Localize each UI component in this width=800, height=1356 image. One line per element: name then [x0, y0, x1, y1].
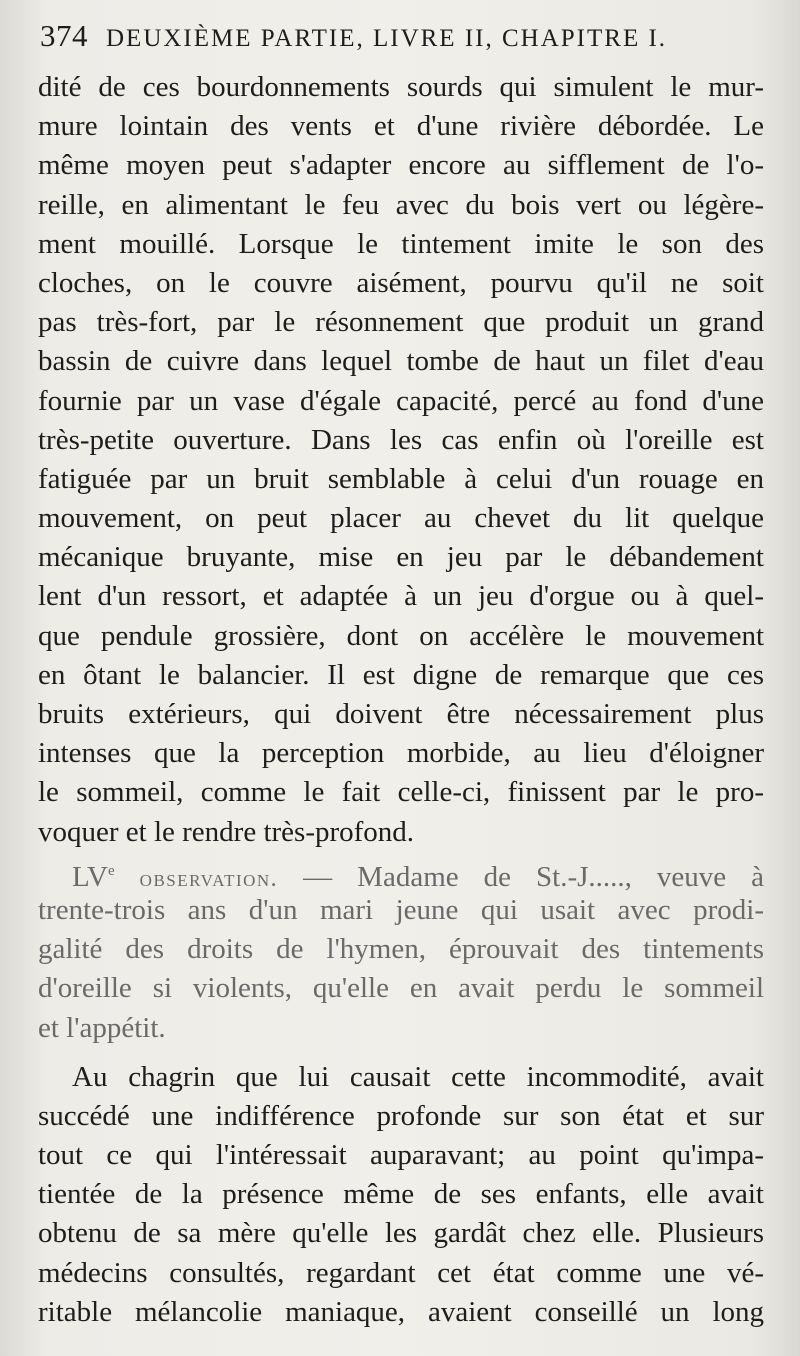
text-line: Au chagrin que lui causait cette incommodité, avait [72, 1060, 764, 1093]
running-title: DEUXIÈME PARTIE, LIVRE II, CHAPITRE I. [106, 25, 668, 52]
text-line: tout ce qui l'intéressait auparavant; au point qu'impa- [38, 1139, 764, 1172]
text-line: ritable mélancolie maniaque, avaient conseillé un long [38, 1295, 764, 1328]
text-line: mouvement, on peut placer au chevet du lit quelque [38, 502, 764, 535]
text-line: obtenu de sa mère qu'elle les gardât chez elle. Plusieurs [38, 1217, 764, 1250]
text-line: le sommeil, comme le fait celle-ci, finissent par le pro- [38, 776, 764, 809]
running-head [40, 18, 770, 58]
text-line: même moyen peut s'adapter encore au sifflement de l'o- [38, 149, 764, 182]
paragraph-gap [38, 1048, 764, 1058]
body-text [38, 68, 764, 1332]
text-line: bassin de cuivre dans lequel tombe de haut un filet d'eau [38, 345, 764, 378]
text-line: fatiguée par un bruit semblable à celui d'un rouage en [38, 462, 764, 495]
page-number: 374 [40, 18, 88, 53]
observation-number-suffix: e [108, 862, 115, 879]
text-line: ment mouillé. Lorsque le tintement imite le son des [38, 227, 764, 260]
text-line: en ôtant le balancier. Il est digne de remarque que ces [38, 658, 764, 691]
text-line: très-petite ouverture. Dans les cas enfin où l'oreille est [38, 423, 764, 456]
text-line: intenses que la perception morbide, au lieu d'éloigner [38, 737, 764, 770]
text-line: d'oreille si violents, qu'elle en avait perdu le sommeil [38, 972, 764, 1005]
text-line: succédé une indifférence profonde sur son état et sur [38, 1099, 764, 1132]
text-line: lent d'un ressort, et adaptée à un jeu d'orgue ou à quel- [38, 580, 764, 613]
text-line: voquer et le rendre très-profond. [38, 815, 415, 848]
paragraph-3 [38, 1058, 764, 1332]
text-line: pas très-fort, par le résonnement que produit un grand [38, 306, 764, 339]
text-line: médecins consultés, regardant cet état comme une vé- [38, 1256, 764, 1289]
observation-heading-line [38, 852, 764, 891]
observation-label: observation. [139, 865, 279, 892]
paragraph-1 [38, 68, 764, 852]
text-line: dité de ces bourdonnements sourds qui simulent le mur- [38, 71, 764, 103]
observation-first-line: — Madame de St.-J....., veuve à [278, 860, 764, 893]
text-line: fournie par un vase d'égale capacité, percé au fond d'une [38, 384, 764, 417]
text-line: mure lointain des vents et d'une rivière débordée. Le [38, 110, 764, 143]
text-line: cloches, on le couvre aisément, pourvu qu'il ne soit [38, 266, 764, 299]
text-line: que pendule grossière, dont on accélère le mouvement [38, 619, 764, 652]
text-line: bruits extérieurs, qui doivent être nécessairement plus [38, 698, 764, 730]
text-line: reille, en alimentant le feu avec du bois vert ou légère- [38, 188, 764, 221]
text-line: mécanique bruyante, mise en jeu par le débandement [38, 541, 764, 574]
text-line: galité des droits de l'hymen, éprouvait des tintements [38, 933, 764, 966]
text-line: et l'appétit. [38, 1011, 166, 1044]
observation-paragraph [38, 852, 764, 1048]
text-line: trente-trois ans d'un mari jeune qui usait avec prodi- [38, 893, 764, 926]
observation-number: LV [72, 860, 108, 893]
text-line: tientée de la présence même de ses enfants, elle avait [38, 1178, 764, 1211]
